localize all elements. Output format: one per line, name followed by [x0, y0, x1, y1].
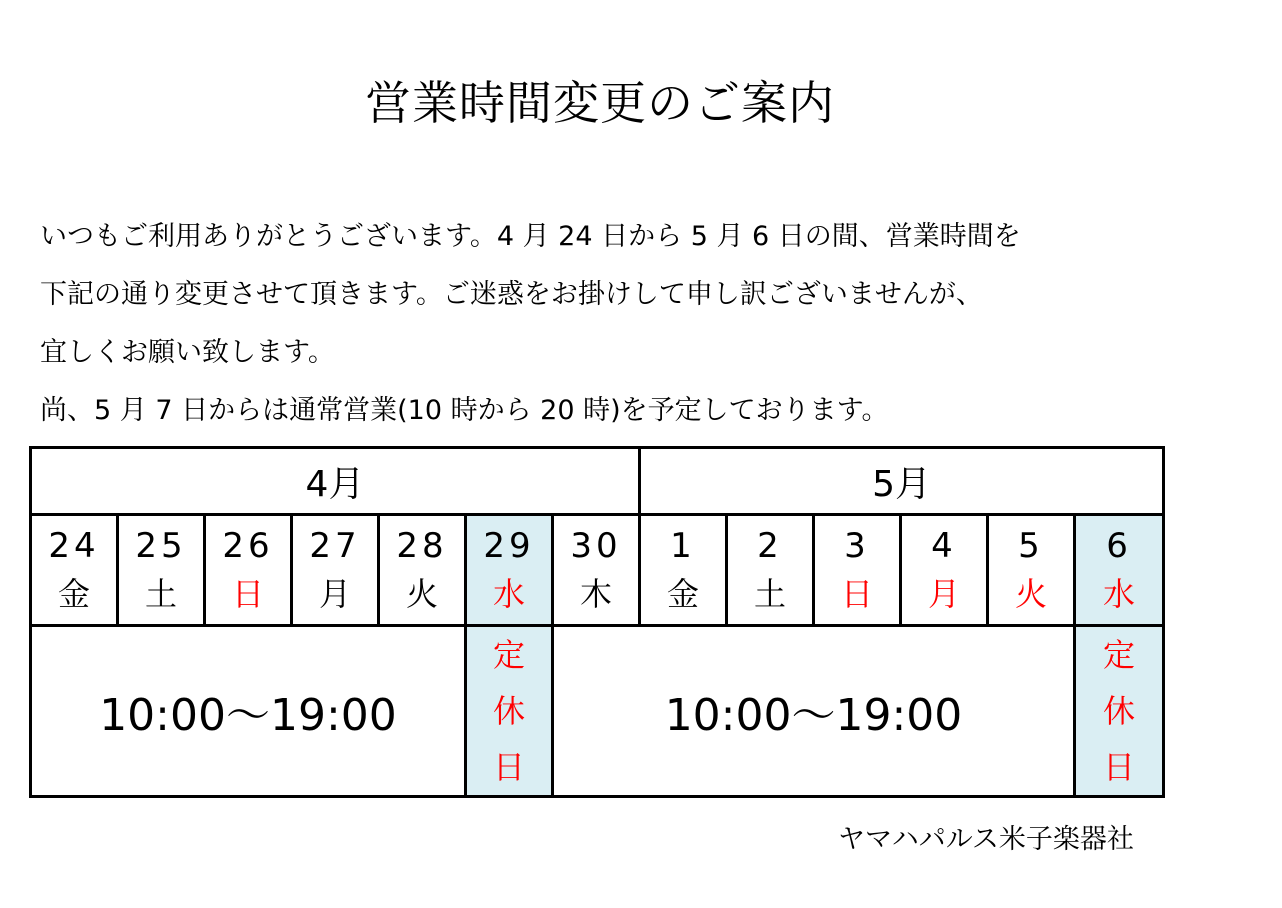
day-number: 28: [396, 526, 448, 567]
day-cell: [379, 515, 466, 626]
day-number: 2: [757, 526, 783, 567]
weekday: 土: [753, 575, 786, 614]
weekday: 水: [1103, 575, 1136, 614]
page-title: 営業時間変更のご案内: [365, 76, 835, 130]
day-number: 29: [483, 526, 535, 567]
day-cell: [118, 515, 205, 626]
weekday: 金: [57, 575, 90, 614]
day-cell: [814, 515, 901, 626]
closed-char: 休: [1103, 692, 1136, 730]
closed-char: 定: [492, 636, 525, 674]
business-hours: 10:00〜19:00: [31, 626, 466, 797]
business-hours: 10:00〜19:00: [553, 626, 1075, 797]
day-number: 5: [1018, 526, 1044, 567]
day-cell: [205, 515, 292, 626]
day-cell: [640, 515, 727, 626]
weekday: 土: [144, 575, 177, 614]
day-number: 30: [570, 526, 622, 567]
notice-line: いつもご利用ありがとうございます。4 月 24 日から 5 月 6 日の間、営業時間を: [40, 221, 1021, 252]
notice-line: 尚、5 月 7 日からは通常営業(10 時から 20 時)を予定しております。: [40, 395, 889, 426]
day-cell: [901, 515, 988, 626]
day-cell: [31, 515, 118, 626]
weekday: 水: [492, 575, 525, 614]
closed-char: 日: [492, 748, 525, 786]
notice-line: 宜しくお願い致します。: [40, 337, 335, 368]
day-cell: [988, 515, 1075, 626]
day-cell-closed: [466, 515, 553, 626]
store-name: ヤマハパルス米子楽器社: [838, 824, 1134, 855]
day-number: 25: [135, 526, 187, 567]
day-cell: [292, 515, 379, 626]
closed-char: 日: [1103, 748, 1136, 786]
day-number: 27: [309, 526, 361, 567]
weekday: 火: [1014, 575, 1047, 614]
hours-row: [31, 626, 1164, 797]
notice-body: [40, 208, 1240, 440]
day-cell-closed: [1075, 515, 1164, 626]
day-number: 3: [844, 526, 870, 567]
closed-char: 定: [1103, 636, 1136, 674]
weekday: 日: [840, 575, 873, 614]
weekday: 火: [405, 575, 438, 614]
weekday: 日: [231, 575, 264, 614]
closed-day-label: [466, 626, 553, 797]
weekday: 月: [318, 575, 351, 614]
month-row: [31, 448, 1164, 515]
day-number: 6: [1106, 526, 1132, 567]
day-number: 1: [670, 526, 696, 567]
day-number: 26: [222, 526, 274, 567]
schedule-table: [29, 446, 1165, 798]
closed-char: 休: [492, 692, 525, 730]
weekday: 金: [666, 575, 699, 614]
month-may: 5月: [640, 448, 1164, 515]
day-cell: [553, 515, 640, 626]
day-row: [31, 515, 1164, 626]
month-april: 4月: [31, 448, 640, 515]
closed-day-label: [1075, 626, 1164, 797]
weekday: 木: [579, 575, 612, 614]
day-cell: [727, 515, 814, 626]
day-number: 24: [48, 526, 100, 567]
weekday: 月: [927, 575, 960, 614]
day-number: 4: [931, 526, 957, 567]
notice-line: 下記の通り変更させて頂きます。ご迷惑をお掛けして申し訳ございませんが、: [40, 279, 983, 310]
